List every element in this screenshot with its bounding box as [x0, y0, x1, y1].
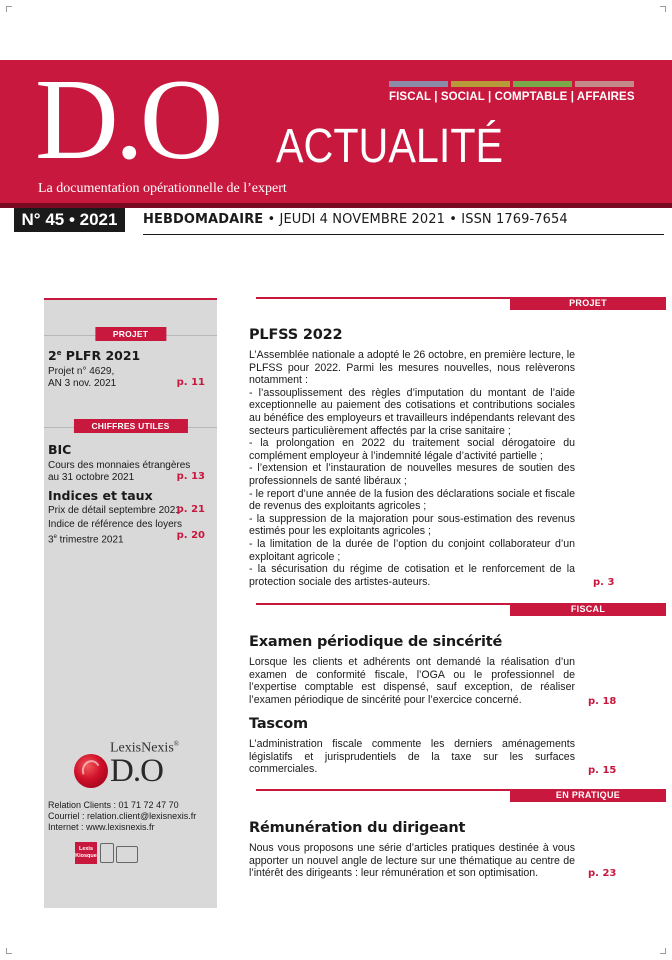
crop-mark — [6, 948, 12, 954]
article-paragraph: - la suppression de la majoration pour sous-estimation des revenus estimés pour les exploitants agricoles ; — [249, 512, 575, 538]
article-body — [249, 349, 575, 588]
article-paragraph: Nous vous proposons une série d’articles pratiques destinée à vous apporter un nouvel angle de lecture sur une thématique au centre de l’intérêt des dirigeants : leur rémunération et son optimisation. — [249, 842, 575, 880]
article-title[interactable]: Examen périodique de sincérité — [249, 634, 503, 650]
category-color-bars — [389, 81, 634, 87]
issue-date: JEUDI 4 NOVEMBRE 2021 — [279, 212, 446, 227]
category-labels: FISCAL | SOCIAL | COMPTABLE | AFFAIRES — [389, 91, 635, 103]
article-paragraph: Lorsque les clients et adhérents ont demandé la réalisation d’un examen de conformité fiscale, l’OGA ou le professionnel de l’expertise comptable est dispensé, sauf exception, de réaliser l’examen périodique de sincérité pour l’exercice concerné. — [249, 656, 575, 706]
logo-actualite: ACTUALITÉ — [276, 120, 504, 173]
contact-email[interactable]: Courriel : relation.client@lexisnexis.fr — [48, 811, 197, 821]
publisher-name-text: LexisNexis — [110, 740, 174, 756]
sidebar-item-text: Prix de détail septembre 2021 — [48, 505, 181, 516]
sidebar-item-text: Cours des monnaies étrangères — [48, 460, 191, 471]
kiosque-line1: Lexis — [78, 846, 94, 852]
article-paragraph: L’Assemblée nationale a adopté le 26 octobre, en première lecture, le PLFSS pour 2022. Parmi les mesures nouvelles, nous relèverons notamment : — [249, 349, 575, 387]
devices-icon — [100, 843, 140, 865]
article-paragraph: - l’assouplissement des règles d’imputation du montant de l’aide exceptionnelle au paiement des cotisations et contributions sociales au bénéfice des employeurs et travailleurs indépendants relevant des secteurs particulièrement affectés par la crise sanitaire ; — [249, 386, 575, 437]
issue-issn: ISSN 1769-7654 — [461, 212, 568, 227]
sidebar-page-ref[interactable]: p. 13 — [176, 471, 205, 482]
issue-rule — [143, 234, 664, 235]
section-tab-projet: PROJET — [510, 297, 666, 310]
article-paragraph: L’administration fiscale commente les derniers aménagements législatifs et jurisprudentiels de la taxe sur les surfaces commerciales. — [249, 738, 575, 776]
article-body — [249, 842, 575, 880]
article-page-ref[interactable]: p. 18 — [588, 696, 617, 707]
crop-mark — [660, 948, 666, 954]
kiosque-line2: Kiosque — [75, 853, 97, 859]
title-rest: PLFR 2021 — [61, 348, 141, 363]
article-page-ref[interactable]: p. 3 — [593, 577, 615, 588]
issue-frequency: HEBDOMADAIRE — [143, 212, 264, 227]
section-tab-fiscal: FISCAL — [510, 603, 666, 616]
article-page-ref[interactable]: p. 23 — [588, 868, 617, 879]
sidebar-header: PROJET — [95, 327, 166, 341]
crop-mark — [660, 6, 666, 12]
article-paragraph: - le report d’une année de la fusion des déclarations sociale et fiscale de revenus des exploitants agricoles ; — [249, 487, 575, 513]
registered-mark: ® — [173, 740, 180, 748]
article-paragraph: - l’extension et l’instauration de nouvelles mesures de soutien des professionnels de santé libéraux ; — [249, 462, 575, 487]
article-body — [249, 656, 575, 706]
lexis-kiosque-icon[interactable] — [75, 842, 97, 864]
article-title[interactable]: Tascom — [249, 716, 308, 732]
product-name: D.O — [110, 753, 163, 789]
article-paragraph: - la prolongation en 2022 du traitement social dérogatoire du complément employeur à l’indemnité légale d’activité partielle ; — [249, 437, 575, 462]
phone-icon — [100, 843, 114, 863]
article-title[interactable]: PLFSS 2022 — [249, 327, 343, 343]
sidebar-item-text — [48, 531, 124, 546]
title-number: 2 — [48, 348, 57, 363]
category-bar-affaires — [575, 81, 634, 87]
category-bar-social — [451, 81, 510, 87]
tagline: La documentation opérationnelle de l’expert — [38, 181, 287, 196]
sidebar-item-title[interactable]: Indices et taux — [48, 488, 153, 503]
section-tab-en-pratique: EN PRATIQUE — [510, 789, 666, 802]
sidebar-page-ref[interactable]: p. 11 — [176, 377, 205, 388]
contact-website[interactable]: Internet : www.lexisnexis.fr — [48, 822, 155, 832]
text-sup: e — [53, 534, 57, 540]
text-rest: trimestre 2021 — [56, 534, 124, 546]
issue-separator: • — [449, 212, 458, 227]
issue-info — [143, 212, 568, 227]
sidebar-item-text: AN 3 nov. 2021 — [48, 378, 117, 389]
sidebar-header: CHIFFRES UTILES — [73, 419, 187, 433]
issue-separator: • — [267, 212, 276, 227]
article-page-ref[interactable]: p. 15 — [588, 765, 617, 776]
sidebar-top-rule — [44, 298, 217, 300]
article-paragraph: - la sécurisation du régime de cotisation et le renforcement de la protection sociale des artistes-auteurs. — [249, 563, 575, 588]
tablet-icon — [116, 846, 138, 863]
issue-number: N° 45 • 2021 — [14, 208, 125, 232]
sidebar-item-title[interactable]: BIC — [48, 442, 72, 457]
sidebar-page-ref[interactable]: p. 20 — [176, 530, 205, 541]
contact-phone: Relation Clients : 01 71 72 47 70 — [48, 800, 179, 810]
sidebar-item-title[interactable] — [48, 348, 140, 363]
category-bar-comptable — [513, 81, 572, 87]
article-title[interactable]: Rémunération du dirigeant — [249, 820, 466, 836]
category-bar-fiscal — [389, 81, 448, 87]
article-paragraph: - la limitation de la durée de l’option du conjoint collaborateur d’un exploitant agricole ; — [249, 537, 575, 563]
logo-do: D.O — [35, 56, 220, 184]
sidebar-page-ref[interactable]: p. 21 — [176, 504, 205, 515]
title-sup: e — [56, 348, 62, 357]
text-number: 3 — [48, 534, 54, 546]
sidebar-item-text: Projet n° 4629, — [48, 366, 115, 377]
lexisnexis-logo — [74, 740, 194, 790]
sidebar-item-text: Indice de référence des loyers — [48, 519, 182, 530]
sidebar-item-text: au 31 octobre 2021 — [48, 472, 135, 483]
crop-mark — [6, 6, 12, 12]
contact-info — [48, 800, 196, 833]
article-body — [249, 738, 575, 776]
